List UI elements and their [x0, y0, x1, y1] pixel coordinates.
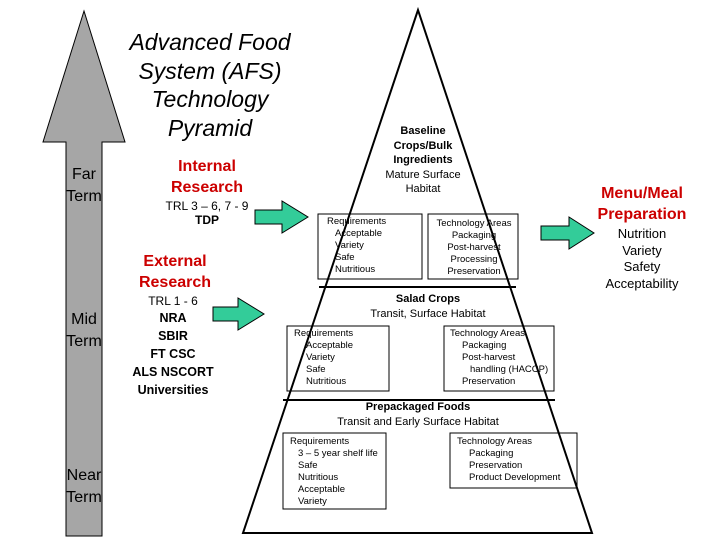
- external-item: NRA: [159, 311, 187, 325]
- requirement-item: Nutritious: [335, 264, 376, 275]
- menu-attribute: Safety: [623, 259, 661, 274]
- external-items-list: [106, 309, 240, 399]
- requirement-item: Safe: [335, 252, 355, 263]
- tier-title-line: Ingredients: [393, 154, 453, 166]
- external-item: SBIR: [158, 329, 188, 343]
- technology-item: Packaging: [462, 340, 507, 351]
- near-term-label: [49, 465, 119, 509]
- technology-label: Technology Areas: [450, 328, 525, 339]
- title-line: Pyramid: [167, 114, 253, 141]
- tier-title-line: Crops/Bulk: [393, 139, 453, 152]
- top-technology-areas: [428, 218, 520, 278]
- external-trl: TRL 1 - 6: [148, 294, 198, 308]
- requirement-item: Variety: [335, 240, 364, 251]
- heading-line: External: [143, 253, 207, 270]
- far-term-label: [49, 164, 119, 208]
- bottom-technology-areas: [457, 436, 577, 484]
- heading-line: Internal: [178, 158, 236, 175]
- requirements-label: Requirements: [290, 436, 350, 447]
- requirement-item: Variety: [298, 496, 327, 507]
- technology-item: Preservation: [462, 376, 516, 387]
- technology-item: Preservation: [447, 266, 501, 277]
- term-line: Mid: [71, 311, 97, 328]
- requirements-label: Requirements: [294, 328, 354, 339]
- tier-subtitle-line: Transit and Early Surface Habitat: [337, 416, 499, 428]
- top-tier-title: [363, 124, 483, 197]
- technology-label: Technology Areas: [436, 218, 512, 229]
- technology-item: Packaging: [451, 230, 497, 241]
- bottom-requirements: [290, 436, 386, 508]
- term-line: Far: [72, 166, 96, 183]
- requirement-item: Acceptable: [335, 228, 383, 239]
- menu-attribute: Variety: [622, 242, 662, 258]
- external-item: ALS NSCORT: [132, 365, 214, 379]
- heading-line: Preparation: [597, 206, 687, 223]
- term-line: Term: [66, 333, 102, 350]
- requirement-item: Acceptable: [306, 340, 354, 351]
- internal-trl: TRL 3 – 6, 7 - 9: [165, 199, 249, 213]
- internal-research-heading: [140, 156, 274, 198]
- term-line: Near: [66, 467, 102, 484]
- tier-subtitle-line: Mature Surface: [385, 168, 461, 181]
- technology-item: Post-harvest: [462, 352, 516, 363]
- requirement-item: Variety: [306, 352, 335, 363]
- heading-line: Research: [170, 179, 244, 196]
- diagram-title: [110, 28, 310, 142]
- technology-item: Post-harvest: [447, 242, 501, 253]
- term-line: Term: [66, 489, 102, 506]
- technology-item: handling (HACCP): [470, 364, 549, 375]
- technology-item: Preservation: [469, 460, 523, 471]
- tier-title-line: Prepackaged Foods: [365, 401, 471, 413]
- requirements-label: Requirements: [327, 216, 387, 227]
- requirement-item: Acceptable: [298, 484, 346, 495]
- title-line: Advanced Food: [129, 29, 291, 55]
- external-item: FT CSC: [150, 347, 196, 361]
- menu-attribute: Nutrition: [617, 226, 667, 241]
- tier-title-line: Salad Crops: [395, 293, 461, 305]
- tier-subtitle-line: Transit, Surface Habitat: [370, 308, 486, 320]
- menu-preparation-heading: [586, 183, 698, 225]
- menu-attribute: Acceptability: [605, 275, 679, 291]
- heading-line: Menu/Meal: [601, 185, 683, 202]
- tier-title-line: Baseline: [400, 125, 446, 137]
- middle-technology-areas: [450, 328, 554, 388]
- requirement-item: 3 – 5 year shelf life: [298, 448, 378, 459]
- menu-attributes-list: [586, 226, 698, 292]
- title-line: System (AFS): [138, 57, 282, 84]
- requirement-item: Safe: [306, 364, 326, 375]
- heading-line: Research: [138, 274, 212, 291]
- requirement-item: Safe: [298, 460, 318, 471]
- term-line: Term: [66, 188, 102, 205]
- top-requirements: [327, 216, 423, 276]
- external-item: Universities: [137, 383, 209, 397]
- requirement-item: Nutritious: [306, 376, 347, 387]
- external-research-heading: [108, 251, 242, 293]
- bottom-tier-title: [318, 400, 518, 430]
- technology-label: Technology Areas: [457, 436, 532, 447]
- requirement-item: Nutritious: [298, 472, 339, 483]
- technology-item: Product Development: [469, 472, 561, 483]
- middle-requirements: [294, 328, 388, 388]
- technology-item: Processing: [450, 254, 498, 265]
- title-line: Technology: [151, 86, 269, 112]
- middle-tier-title: [338, 292, 518, 322]
- technology-item: Packaging: [469, 448, 514, 459]
- tier-subtitle-line: Habitat: [405, 183, 441, 195]
- internal-item-tdp: TDP: [195, 213, 219, 227]
